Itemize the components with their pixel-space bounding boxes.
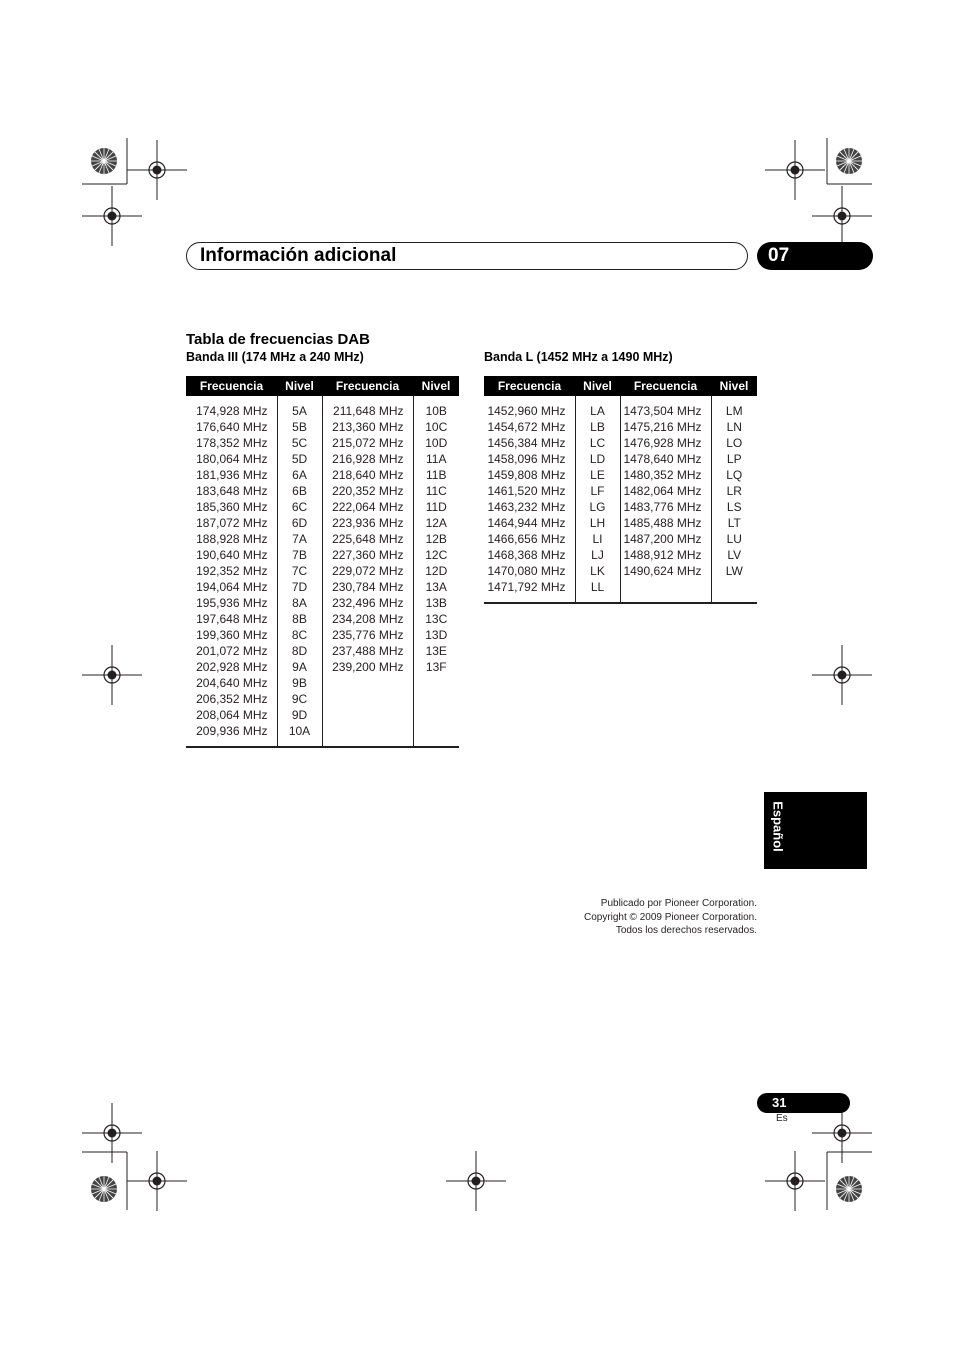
page-number-badge (757, 1093, 850, 1113)
column-header: Nivel (277, 376, 322, 396)
table-cell: 211,648 MHz (333, 404, 404, 418)
table-cell: 13A (425, 580, 447, 594)
table-cell: 1488,912 MHz (623, 548, 702, 562)
table-cell: LE (590, 468, 605, 482)
table-cell: 174,928 MHz (196, 404, 268, 418)
column-header: Nivel (413, 376, 459, 396)
table-cell: 7B (292, 548, 307, 562)
footer-line: Copyright © 2009 Pioneer Corporation. (583, 911, 757, 923)
chapter-title: Información adicional (200, 245, 397, 266)
table-cell: 6B (292, 484, 307, 498)
band-l-table (484, 376, 757, 604)
table-cell: 5A (292, 404, 307, 418)
table-cell: 6D (291, 516, 308, 530)
table-cell: 11D (425, 500, 447, 514)
table-cell: 218,640 MHz (332, 468, 404, 482)
table-cell: LU (726, 532, 742, 546)
table-cell: 222,064 MHz (332, 500, 404, 514)
table-cell: 232,496 MHz (332, 596, 404, 610)
table-cell: 1468,368 MHz (487, 548, 566, 562)
table-cell: 237,488 MHz (332, 644, 404, 658)
table-cell: 1459,808 MHz (487, 468, 566, 482)
table-cell: 12D (425, 564, 448, 578)
frequency-column (620, 396, 711, 603)
table-cell: 13F (425, 660, 447, 674)
column-header: Frecuencia (186, 376, 277, 396)
table-cell: 225,648 MHz (332, 532, 404, 546)
table-cell: LT (727, 516, 741, 530)
table-cell: LO (726, 436, 743, 450)
band-iii-title: Banda III (174 MHz a 240 MHz) (186, 350, 364, 364)
table-cell: 176,640 MHz (196, 420, 268, 434)
level-column (575, 396, 620, 603)
table-cell: 230,784 MHz (332, 580, 404, 594)
column-header: Frecuencia (620, 376, 711, 396)
table-cell: 190,640 MHz (196, 548, 268, 562)
table-cell: 192,352 MHz (196, 564, 268, 578)
table-cell: 7A (292, 532, 307, 546)
band-iii-table (186, 376, 459, 748)
table-cell: 183,648 MHz (196, 484, 268, 498)
table-cell: 12B (425, 532, 447, 546)
table-cell: 11C (425, 484, 447, 498)
table-cell: 1482,064 MHz (623, 484, 702, 498)
table-cell: 5C (291, 436, 308, 450)
publisher-footer (584, 897, 757, 938)
table-cell: 1480,352 MHz (623, 468, 702, 482)
column-header: Frecuencia (484, 376, 575, 396)
table-cell: 1490,624 MHz (623, 564, 702, 578)
table-cell: 209,936 MHz (196, 724, 268, 738)
table-cell: 213,360 MHz (332, 420, 404, 434)
table-cell: 1461,520 MHz (487, 484, 566, 498)
table-cell: 180,064 MHz (196, 452, 268, 466)
table-cell: 185,360 MHz (196, 500, 268, 514)
table-cell: 234,208 MHz (332, 612, 404, 626)
table-cell: 1473,504 MHz (623, 404, 702, 418)
table-cell: 216,928 MHz (332, 452, 404, 466)
table-cell: 10D (425, 436, 448, 450)
table-cell: 9A (292, 660, 307, 674)
table-cell: 8D (291, 644, 308, 658)
table-cell: 6C (291, 500, 308, 514)
table-cell: 9D (291, 708, 308, 722)
table-cell: LF (590, 484, 605, 498)
level-column (277, 396, 322, 747)
table-cell: 1454,672 MHz (487, 420, 566, 434)
chapter-number: 07 (768, 245, 790, 266)
table-cell: 8C (291, 628, 308, 642)
frequency-column (186, 396, 277, 747)
table-cell: LI (592, 532, 603, 546)
table-cell: 215,072 MHz (332, 436, 404, 450)
table-cell: 11B (426, 468, 447, 482)
table-cell: 195,936 MHz (196, 596, 268, 610)
table-cell: LH (589, 516, 606, 530)
table-cell: 201,072 MHz (196, 644, 268, 658)
table-cell: 1475,216 MHz (623, 420, 702, 434)
table-cell: 1456,384 MHz (487, 436, 566, 450)
table-cell: 13B (425, 596, 447, 610)
table-cell: 188,928 MHz (196, 532, 268, 546)
table-cell: LW (725, 564, 743, 578)
table-cell: 197,648 MHz (196, 612, 268, 626)
table-cell: 208,064 MHz (196, 708, 268, 722)
table-cell: 181,936 MHz (196, 468, 268, 482)
table-cell: 10A (288, 724, 311, 738)
table-cell: LA (590, 404, 605, 418)
band-l-title: Banda L (1452 MHz a 1490 MHz) (484, 350, 673, 364)
table-cell: 235,776 MHz (332, 628, 404, 642)
table-cell: 13D (425, 628, 448, 642)
table-cell: 1485,488 MHz (623, 516, 702, 530)
table-cell: LB (590, 420, 605, 434)
table-cell: LN (726, 420, 742, 434)
table-cell: 13C (425, 612, 448, 626)
table-cell: 6A (292, 468, 307, 482)
table-cell: 178,352 MHz (196, 436, 268, 450)
table-cell: LS (726, 500, 742, 514)
table-cell: LG (589, 500, 606, 514)
table-cell: LM (725, 404, 743, 418)
table-cell: 10C (425, 420, 448, 434)
column-header: Nivel (575, 376, 620, 396)
table-cell: 1487,200 MHz (623, 532, 702, 546)
table-cell: LV (727, 548, 742, 562)
table-cell: 1471,792 MHz (487, 580, 566, 594)
page-language-code: Es (776, 1113, 788, 1124)
table-cell: 229,072 MHz (332, 564, 404, 578)
language-tab-label: Español (770, 801, 786, 852)
table-cell: LQ (726, 468, 743, 482)
section-title: Tabla de frecuencias DAB (186, 331, 370, 348)
frequency-column (322, 396, 413, 747)
page-number: 31 (772, 1095, 787, 1110)
table-cell: LL (590, 580, 605, 594)
table-cell: LR (726, 484, 742, 498)
table-cell: LP (726, 452, 742, 466)
table-cell: 227,360 MHz (332, 548, 404, 562)
table-cell: 9C (291, 692, 308, 706)
table-cell: 1463,232 MHz (487, 500, 566, 514)
table-cell: 239,200 MHz (332, 660, 404, 674)
table-cell: 220,352 MHz (332, 484, 404, 498)
footer-line: Todos los derechos reservados. (615, 925, 757, 936)
table-cell: 12A (425, 516, 447, 530)
footer-line: Publicado por Pioneer Corporation. (600, 898, 757, 909)
table-cell: 1452,960 MHz (487, 404, 566, 418)
table-cell: 10B (425, 404, 447, 418)
table-cell: 1483,776 MHz (623, 500, 702, 514)
table-cell: 7D (291, 580, 308, 594)
table-cell: 204,640 MHz (196, 676, 268, 690)
frequency-column (484, 396, 575, 603)
table-cell: LK (590, 564, 605, 578)
table-cell: 1476,928 MHz (623, 436, 702, 450)
table-cell: 11A (426, 452, 447, 466)
table-cell: LC (589, 436, 606, 450)
level-column (711, 396, 757, 603)
table-cell: 202,928 MHz (196, 660, 268, 674)
table-cell: 8A (292, 596, 307, 610)
table-cell: LD (589, 452, 606, 466)
table-cell: 12C (425, 548, 448, 562)
table-cell: 1478,640 MHz (623, 452, 702, 466)
table-cell: 1470,080 MHz (487, 564, 566, 578)
level-column (413, 396, 459, 747)
table-cell: 187,072 MHz (196, 516, 268, 530)
table-cell: 13E (425, 644, 447, 658)
table-cell: 1464,944 MHz (487, 516, 566, 530)
table-cell: 1466,656 MHz (487, 532, 566, 546)
table-cell: 194,064 MHz (196, 580, 268, 594)
table-cell: 199,360 MHz (196, 628, 268, 642)
column-header: Frecuencia (322, 376, 413, 396)
table-cell: 223,936 MHz (332, 516, 404, 530)
table-cell: 5B (292, 420, 307, 434)
table-cell: 7C (291, 564, 308, 578)
table-cell: 1458,096 MHz (487, 452, 566, 466)
column-header: Nivel (711, 376, 757, 396)
table-cell: LJ (591, 548, 604, 562)
table-cell: 206,352 MHz (196, 692, 268, 706)
table-cell: 8B (292, 612, 307, 626)
table-cell: 9B (292, 676, 307, 690)
table-cell: 5D (291, 452, 308, 466)
